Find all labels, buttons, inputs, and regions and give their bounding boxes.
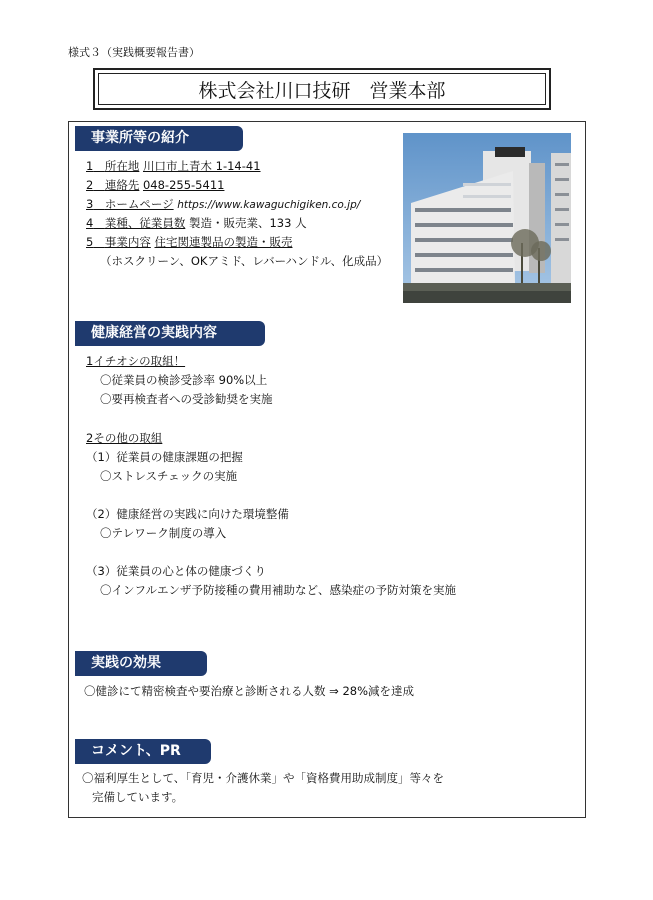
intro-products: （ホスクリーン、OKアミド、レバーハンドル、化成品） <box>100 254 389 268</box>
other-group-item: 〇ストレスチェックの実施 <box>100 469 238 483</box>
intro-item-homepage: 3 ホームページ https://www.kawaguchigiken.co.jp/ <box>86 197 361 211</box>
other-group-title: （2）健康経営の実践に向けた環境整備 <box>86 507 289 521</box>
comment-line: 完備しています。 <box>92 790 184 804</box>
pickup-item: 〇従業員の検診受診率 90%以上 <box>100 373 268 387</box>
other-group-item: 〇テレワーク制度の導入 <box>100 526 227 540</box>
pickup-item: 〇要再検査者への受診勧奨を実施 <box>100 392 273 406</box>
other-group-title: （1）従業員の健康課題の把握 <box>86 450 243 464</box>
intro-item-address: 1 所在地 川口市上青木 1-14-41 <box>86 159 261 173</box>
form-label: 様式３（実践概要報告書） <box>68 46 200 59</box>
section-heading-practice: 健康経営の実践内容 <box>75 321 265 346</box>
comment-line: 〇福利厚生として、「育児・介護休業」や「資格費用助成制度」等々を <box>82 771 445 785</box>
pickup-title: 1イチオシの取組！ <box>86 354 186 368</box>
other-group-title: （3）従業員の心と体の健康づくり <box>86 564 266 578</box>
section-heading-intro: 事業所等の紹介 <box>75 126 243 151</box>
other-group-item: 〇インフルエンザ予防接種の費用補助など、感染症の予防対策を実施 <box>100 583 457 597</box>
section-heading-effect: 実践の効果 <box>75 651 207 676</box>
intro-item-phone: 2 連絡先 048-255-5411 <box>86 178 225 192</box>
effect-text: 〇健診にて精密検査や要治療と診断される人数 ⇒ 28%減を達成 <box>84 684 415 698</box>
section-heading-comment: コメント、PR <box>75 739 211 764</box>
intro-item-business: 5 事業内容 住宅関連製品の製造・販売 <box>86 235 293 249</box>
building-photo <box>403 133 571 303</box>
other-title: 2その他の取組 <box>86 431 163 445</box>
homepage-link[interactable]: https://www.kawaguchigiken.co.jp/ <box>177 199 361 211</box>
page-title: 株式会社川口技研 営業本部 <box>93 68 551 110</box>
intro-item-industry: 4 業種、従業員数 製造・販売業、133 人 <box>86 216 307 230</box>
